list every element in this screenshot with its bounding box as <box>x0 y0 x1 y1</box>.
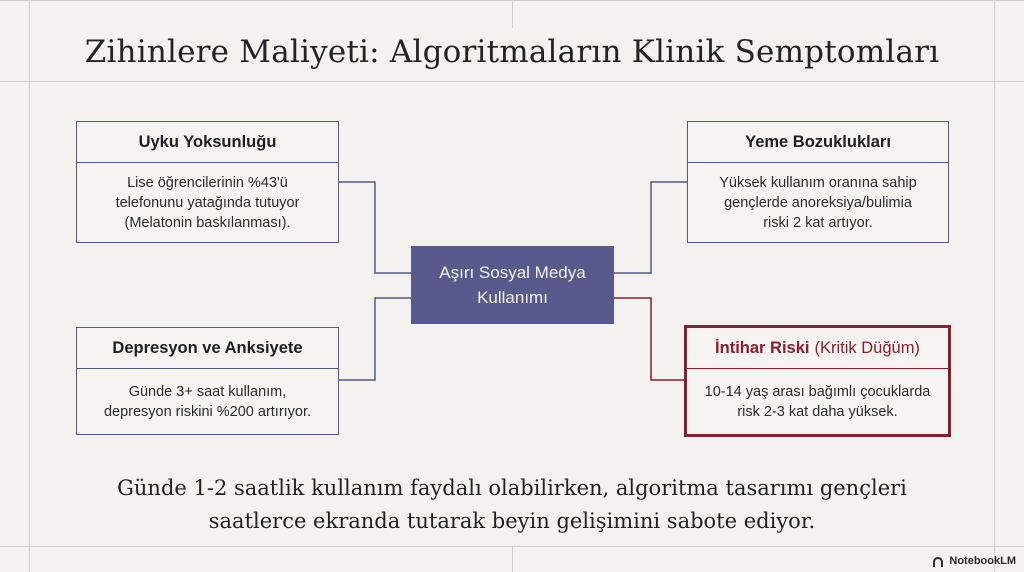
node-sleep-body: Lise öğrencilerinin %43'ü telefonunu yatağında tutuyor (Melatonin baskılanması). <box>115 174 300 231</box>
central-node <box>411 246 614 324</box>
node-sleep-deprivation <box>76 121 339 243</box>
connector-suicide <box>614 298 686 380</box>
brand-watermark <box>933 555 1016 567</box>
central-node-line1: Aşırı Sosyal Medya <box>439 263 586 282</box>
notebooklm-icon <box>933 557 945 566</box>
page-title: Zihinlere Maliyeti: Algoritmaların Klinik Semptomları <box>84 34 940 70</box>
node-suicide-risk <box>684 325 951 437</box>
brand-label: NotebookLM <box>949 555 1016 567</box>
connector-eating <box>614 182 687 273</box>
node-depression-anxiety <box>76 327 339 435</box>
connector-sleep <box>339 182 411 273</box>
central-node-line2: Kullanımı <box>477 288 548 307</box>
node-eating-disorders <box>687 121 949 243</box>
node-suicide-body: 10-14 yaş arası bağımlı çocuklarda risk 2-3 kat daha yüksek. <box>704 383 931 420</box>
node-suicide-title-note: (Kritik Düğüm) <box>814 338 920 357</box>
node-depression-title: Depresyon ve Anksiyete <box>77 328 338 369</box>
node-eating-body: Yüksek kullanım oranına sahip gençlerde anoreksiya/bulimia riski 2 kat artıyor. <box>719 174 917 231</box>
node-sleep-title: Uyku Yoksunluğu <box>77 122 338 163</box>
node-depression-body: Günde 3+ saat kullanım, depresyon riskini %200 artırıyor. <box>103 383 312 420</box>
footer-caption: Günde 1-2 saatlik kullanım faydalı olabilirken, algoritma tasarımı gençleri saatlerce ekranda tutarak beyin gelişimini sabote ediyor. <box>117 476 907 533</box>
connector-depression <box>339 298 411 380</box>
node-suicide-title-main: İntihar Riski <box>715 338 810 357</box>
node-suicide-title <box>687 328 948 369</box>
node-eating-title: Yeme Bozuklukları <box>688 122 948 163</box>
